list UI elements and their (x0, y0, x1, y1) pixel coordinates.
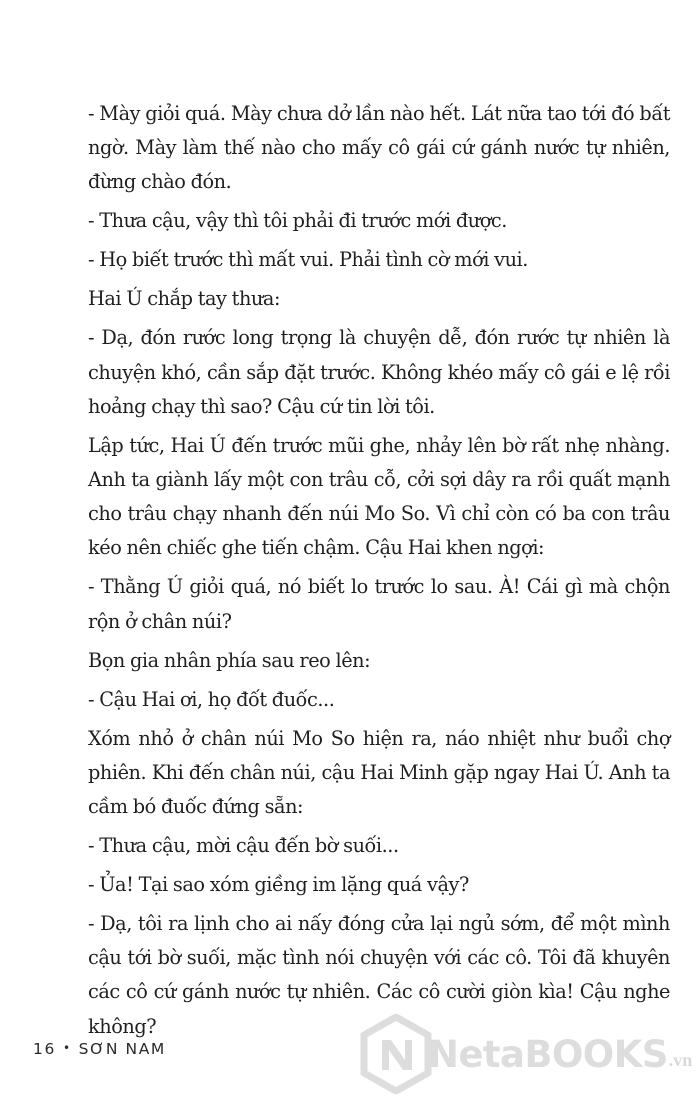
footer-bullet: • (62, 1041, 72, 1055)
paragraph-10: Xóm nhỏ ở chân núi Mo So hiện ra, náo nhiệt như buổi chợ phiên. Khi đến chân núi, cậu Hai Minh gặp ngay Hai Ú. Anh ta cầm bó đuốc đứng sẵn: (88, 726, 670, 819)
page-body-text (88, 97, 670, 1049)
page-footer (33, 1040, 166, 1058)
author-name: SƠN NAM (78, 1040, 166, 1058)
netabooks-logo-icon (360, 1014, 432, 1094)
paragraph-13: - Dạ, tôi ra lịnh cho ai nấy đóng cửa lại ngủ sớm, để một mình cậu tới bờ suối, mặc tình nói chuyện với các cô. Tôi đã khuyên các cô cứ gánh nước tự nhiên. Các cô cười giòn kìa! Cậu nghe không? (88, 912, 670, 1038)
paragraph-5: - Dạ, đón rước long trọng là chuyện dễ, đón rước tự nhiên là chuyện khó, cần sắp đặt trước. Không khéo mấy cô gái e lệ rồi hoảng chạy thì sao? Cậu cứ tin lời tôi. (88, 326, 670, 418)
paragraph-8: Bọn gia nhân phía sau reo lên: (88, 648, 371, 672)
paragraph-1: - Mày giỏi quá. Mày chưa dở lần nào hết. Lát nữa tao tới đó bất ngờ. Mày làm thế nào cho mấy cô gái cứ gánh nước tự nhiên, đừng chào đón. (88, 102, 670, 194)
paragraph-12: - Ủa! Tại sao xóm giềng im lặng quá vậy? (88, 873, 469, 897)
paragraph-2: - Thưa cậu, vậy thì tôi phải đi trước mới được. (88, 209, 507, 233)
paragraph-11: - Thưa cậu, mời cậu đến bờ suối... (88, 834, 399, 858)
paragraph-3: - Họ biết trước thì mất vui. Phải tình cờ mới vui. (88, 248, 528, 272)
watermark-suffix: .vn (668, 1049, 693, 1070)
watermark (360, 1014, 692, 1094)
watermark-text: NetaBOOKS (428, 1032, 668, 1076)
paragraph-6: Lập tức, Hai Ú đến trước mũi ghe, nhảy lên bờ rất nhẹ nhàng. Anh ta giành lấy một con trâu cỗ, cởi sợi dây ra rồi quất mạnh cho trâu chạy nhanh đến núi Mo So. Vì chỉ còn có ba con trâu kéo nên chiếc ghe tiến chậm. Cậu Hai khen ngợi: (88, 433, 670, 560)
paragraph-4: Hai Ú chắp tay thưa: (88, 287, 281, 311)
paragraph-9: - Cậu Hai ơi, họ đốt đuốc... (88, 687, 335, 711)
page-number: 16 (33, 1040, 56, 1058)
paragraph-7: - Thằng Ú giỏi quá, nó biết lo trước lo sau. À! Cái gì mà chộn rộn ở chân núi? (88, 575, 670, 633)
